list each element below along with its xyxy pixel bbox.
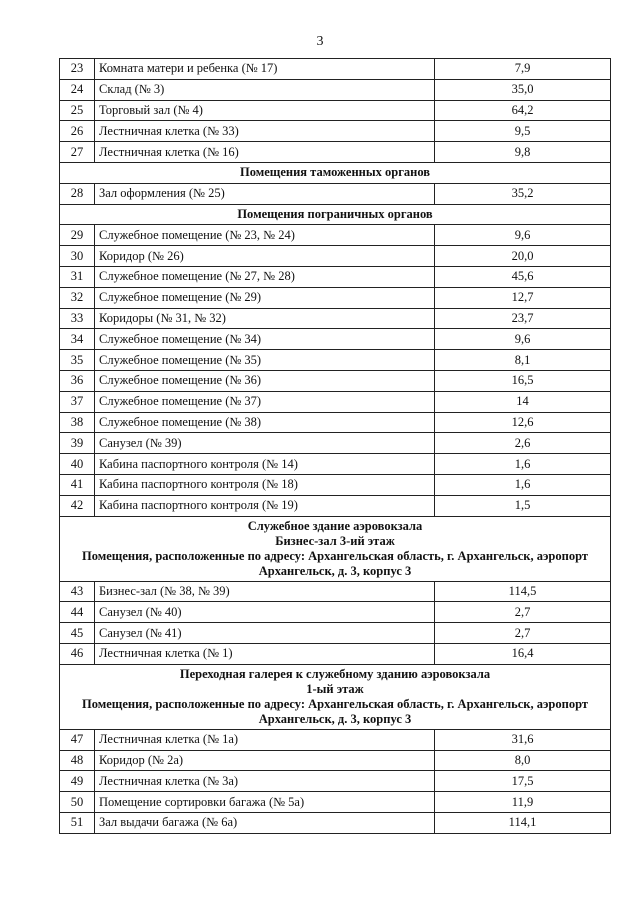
table-row — [60, 350, 611, 371]
room-name: Лестничная клетка (№ 1) — [95, 643, 435, 664]
row-number: 42 — [60, 495, 95, 516]
room-area: 35,2 — [435, 183, 611, 204]
row-number: 40 — [60, 454, 95, 475]
table-row — [60, 750, 611, 771]
room-area: 31,6 — [435, 729, 611, 750]
room-area: 7,9 — [435, 59, 611, 80]
room-area: 114,1 — [435, 812, 611, 833]
section-business — [60, 516, 611, 581]
row-number: 45 — [60, 623, 95, 644]
table-row — [60, 79, 611, 100]
room-name: Служебное помещение (№ 36) — [95, 370, 435, 391]
page-number: 3 — [316, 34, 324, 49]
row-number: 27 — [60, 142, 95, 163]
room-name: Коридор (№ 26) — [95, 246, 435, 267]
room-name: Коридоры (№ 31, № 32) — [95, 308, 435, 329]
table-row — [60, 812, 611, 833]
row-number: 51 — [60, 812, 95, 833]
section-customs-heading — [60, 162, 611, 183]
row-number: 44 — [60, 602, 95, 623]
room-name: Коридор (№ 2а) — [95, 750, 435, 771]
row-number: 37 — [60, 391, 95, 412]
room-name: Служебное помещение (№ 38) — [95, 412, 435, 433]
row-number: 24 — [60, 79, 95, 100]
room-area: 23,7 — [435, 308, 611, 329]
room-area: 35,0 — [435, 79, 611, 100]
room-name: Кабина паспортного контроля (№ 18) — [95, 474, 435, 495]
row-number: 46 — [60, 643, 95, 664]
premises-table — [59, 58, 611, 834]
table-row — [60, 142, 611, 163]
row-number: 34 — [60, 329, 95, 350]
premises-table-body — [60, 59, 611, 834]
row-number: 30 — [60, 246, 95, 267]
section-heading-line: Служебное здание аэровокзала — [247, 518, 423, 533]
room-name: Служебное помещение (№ 23, № 24) — [95, 225, 435, 246]
row-number: 47 — [60, 729, 95, 750]
room-area: 2,6 — [435, 433, 611, 454]
table-row — [60, 771, 611, 792]
room-area: 12,6 — [435, 412, 611, 433]
room-name: Бизнес-зал (№ 38, № 39) — [95, 581, 435, 602]
row-number: 39 — [60, 433, 95, 454]
row-number: 49 — [60, 771, 95, 792]
room-name: Служебное помещение (№ 34) — [95, 329, 435, 350]
room-area: 1,6 — [435, 474, 611, 495]
table-row — [60, 370, 611, 391]
room-name: Санузел (№ 40) — [95, 602, 435, 623]
room-area: 11,9 — [435, 792, 611, 813]
section-border — [60, 204, 611, 225]
table-row — [60, 581, 611, 602]
room-name: Служебное помещение (№ 37) — [95, 391, 435, 412]
room-name: Зал оформления (№ 25) — [95, 183, 435, 204]
row-number: 38 — [60, 412, 95, 433]
room-name: Зал выдачи багажа (№ 6а) — [95, 812, 435, 833]
room-name: Лестничная клетка (№ 33) — [95, 121, 435, 142]
table-row — [60, 308, 611, 329]
table-row — [60, 183, 611, 204]
room-area: 16,4 — [435, 643, 611, 664]
table-row — [60, 623, 611, 644]
table-row — [60, 391, 611, 412]
room-area: 8,1 — [435, 350, 611, 371]
row-number: 35 — [60, 350, 95, 371]
row-number: 23 — [60, 59, 95, 80]
section-heading-line: Архангельск, д. 3, корпус 3 — [258, 563, 412, 578]
section-heading-line: Помещения таможенных органов — [239, 165, 431, 180]
row-number: 25 — [60, 100, 95, 121]
room-area: 114,5 — [435, 581, 611, 602]
section-business-heading — [60, 516, 611, 581]
table-row — [60, 474, 611, 495]
section-heading-line: Архангельск, д. 3, корпус 3 — [258, 711, 412, 726]
row-number: 29 — [60, 225, 95, 246]
table-row — [60, 412, 611, 433]
room-area: 14 — [435, 391, 611, 412]
room-area: 12,7 — [435, 287, 611, 308]
table-row — [60, 246, 611, 267]
table-row — [60, 59, 611, 80]
row-number: 28 — [60, 183, 95, 204]
room-name: Служебное помещение (№ 29) — [95, 287, 435, 308]
section-border-heading — [60, 204, 611, 225]
table-row — [60, 454, 611, 475]
row-number: 31 — [60, 266, 95, 287]
table-row — [60, 266, 611, 287]
section-customs — [60, 162, 611, 183]
room-name: Лестничная клетка (№ 1а) — [95, 729, 435, 750]
row-number: 48 — [60, 750, 95, 771]
row-number: 33 — [60, 308, 95, 329]
row-number: 50 — [60, 792, 95, 813]
room-name: Комната матери и ребенка (№ 17) — [95, 59, 435, 80]
table-row — [60, 287, 611, 308]
room-name: Санузел (№ 41) — [95, 623, 435, 644]
room-area: 8,0 — [435, 750, 611, 771]
table-row — [60, 225, 611, 246]
table-row — [60, 121, 611, 142]
table-row — [60, 643, 611, 664]
room-area: 9,8 — [435, 142, 611, 163]
section-heading-line: Бизнес-зал 3-ий этаж — [275, 533, 395, 548]
section-heading-line: Помещения, расположенные по адресу: Архангельская область, г. Архангельск, аэропорт — [82, 548, 588, 563]
room-area: 64,2 — [435, 100, 611, 121]
room-name: Санузел (№ 39) — [95, 433, 435, 454]
row-number: 26 — [60, 121, 95, 142]
room-name: Торговый зал (№ 4) — [95, 100, 435, 121]
room-area: 20,0 — [435, 246, 611, 267]
room-area: 17,5 — [435, 771, 611, 792]
table-row — [60, 329, 611, 350]
room-area: 1,5 — [435, 495, 611, 516]
room-name: Служебное помещение (№ 27, № 28) — [95, 266, 435, 287]
section-heading-line: Помещения пограничных органов — [237, 206, 433, 221]
room-area: 1,6 — [435, 454, 611, 475]
room-name: Служебное помещение (№ 35) — [95, 350, 435, 371]
section-gallery — [60, 664, 611, 729]
room-name: Лестничная клетка (№ 16) — [95, 142, 435, 163]
section-heading-line: 1-ый этаж — [306, 681, 364, 696]
room-name: Лестничная клетка (№ 3а) — [95, 771, 435, 792]
room-area: 16,5 — [435, 370, 611, 391]
row-number: 41 — [60, 474, 95, 495]
section-heading-line: Переходная галерея к служебному зданию аэровокзала — [179, 666, 491, 681]
row-number: 32 — [60, 287, 95, 308]
room-name: Склад (№ 3) — [95, 79, 435, 100]
room-area: 45,6 — [435, 266, 611, 287]
table-row — [60, 729, 611, 750]
room-name: Помещение сортировки багажа (№ 5а) — [95, 792, 435, 813]
row-number: 43 — [60, 581, 95, 602]
section-gallery-heading — [60, 664, 611, 729]
section-heading-line: Помещения, расположенные по адресу: Архангельская область, г. Архангельск, аэропорт — [82, 696, 588, 711]
table-row — [60, 495, 611, 516]
room-name: Кабина паспортного контроля (№ 19) — [95, 495, 435, 516]
room-area: 9,5 — [435, 121, 611, 142]
room-area: 2,7 — [435, 602, 611, 623]
table-row — [60, 792, 611, 813]
row-number: 36 — [60, 370, 95, 391]
table-row — [60, 100, 611, 121]
table-row — [60, 602, 611, 623]
room-area: 9,6 — [435, 329, 611, 350]
room-area: 2,7 — [435, 623, 611, 644]
room-area: 9,6 — [435, 225, 611, 246]
table-row — [60, 433, 611, 454]
room-name: Кабина паспортного контроля (№ 14) — [95, 454, 435, 475]
